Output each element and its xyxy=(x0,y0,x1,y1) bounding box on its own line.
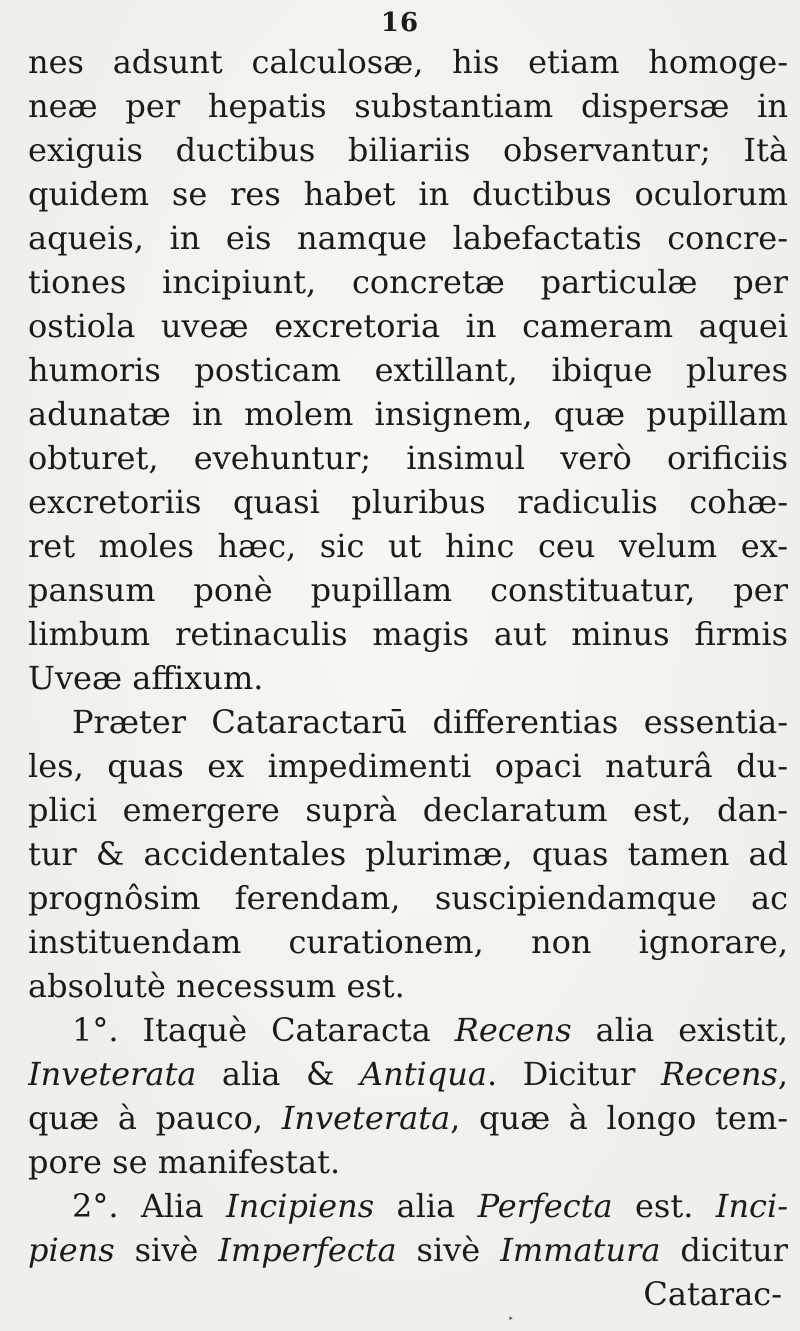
text-line: pore se manifestat. xyxy=(28,1143,341,1181)
text-line: tur & accidentales plurimæ, quas tamen ad xyxy=(28,835,788,873)
paragraph-start-line: 1°. Itaquè Cataracta Recens alia existit, xyxy=(72,1011,788,1049)
text-line: adunatæ in molem insignem, quæ pupillam xyxy=(28,395,788,433)
text-line: aqueis, in eis namque labefactatis concre- xyxy=(28,219,788,257)
text-line: limbum retinaculis magis aut minus firmis xyxy=(28,615,788,653)
text-line: Inveterata alia & Antiqua. Dicitur Recens, xyxy=(28,1055,788,1093)
text-line: instituendam curationem, non ignorare, xyxy=(28,923,788,961)
printer-mark: ‣ xyxy=(508,1314,514,1325)
text-line: nes adsunt calculosæ, his etiam homoge- xyxy=(28,43,788,81)
text-line: prognôsim ferendam, suscipiendamque ac xyxy=(28,879,788,917)
text-line: quidem se res habet in ductibus oculorum xyxy=(28,175,788,213)
text-line: ostiola uveæ excretoria in cameram aquei xyxy=(28,307,788,345)
text-line: obturet, evehuntur; insimul verò orificiis xyxy=(28,439,788,477)
paragraph-start-line: 2°. Alia Incipiens alia Perfecta est. Inci- xyxy=(72,1187,788,1225)
text-line: excretoriis quasi pluribus radiculis cohæ- xyxy=(28,483,788,521)
text-line: pansum ponè pupillam constituatur, per xyxy=(28,571,788,609)
paragraph-start-line: Præter Cataractarū differentias essentia- xyxy=(72,703,788,741)
text-line: absolutè necessum est. xyxy=(28,967,405,1005)
body-text xyxy=(28,40,788,1316)
text-line: les, quas ex impedimenti opaci naturâ du- xyxy=(28,747,788,785)
text-line: quæ à pauco, Inveterata, quæ à longo tem- xyxy=(28,1099,788,1137)
text-line: ret moles hæc, sic ut hinc ceu velum ex- xyxy=(28,527,788,565)
catchword: Catarac- xyxy=(643,1275,782,1313)
page-number: 16 xyxy=(380,8,420,38)
text-line: Uveæ affixum. xyxy=(28,659,264,697)
text-line: plici emergere suprà declaratum est, dan- xyxy=(28,791,788,829)
text-line: exiguis ductibus biliariis observantur; Ità xyxy=(28,131,788,169)
text-line: piens sivè Imperfecta sivè Immatura dicitur xyxy=(28,1231,788,1269)
text-line: tiones incipiunt, concretæ particulæ per xyxy=(28,263,788,301)
text-line: neæ per hepatis substantiam dispersæ in xyxy=(28,87,788,125)
text-line: humoris posticam extillant, ibique plures xyxy=(28,351,788,389)
